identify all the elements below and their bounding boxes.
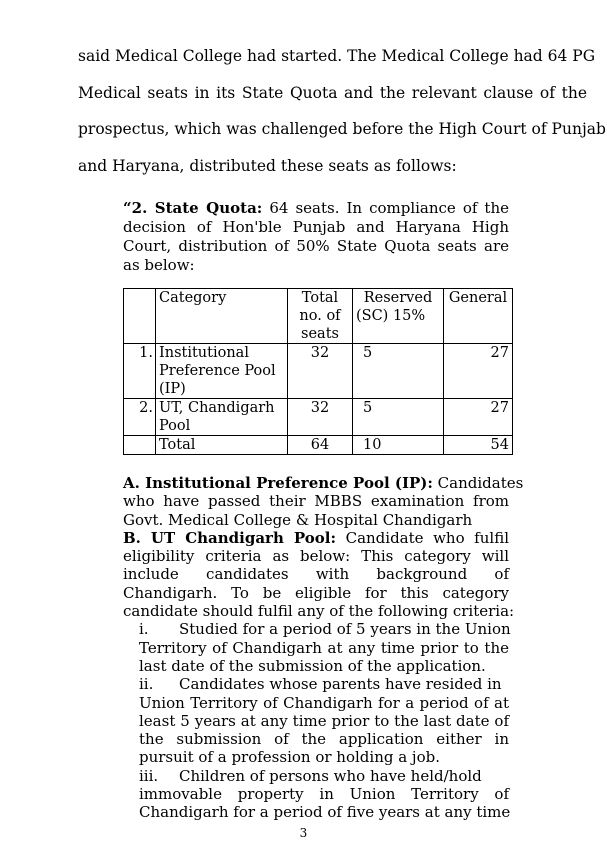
page-number: 3 [299,826,308,840]
header-total: Total no. of seats [288,289,353,344]
seat-distribution-table [123,288,513,455]
text-line: A. Institutional Preference Pool (IP): Candidates [123,474,524,492]
table-row [124,399,513,436]
text-line: decision of Hon'ble Punjab and Haryana High [123,218,509,236]
text-line: said Medical College had started. The Medical College had 64 PG [78,47,596,65]
text-line: immovable property in Union Territory of [139,785,509,804]
text-line: Court, distribution of 50% State Quota seats are [123,237,509,255]
header-category: Category [156,289,288,344]
row-reserved: 5 [353,344,444,399]
table-header-row [124,289,513,344]
text-line: Chandigarh for a period of five years at any time [139,803,511,822]
header-reserved: Reserved (SC) 15% [353,289,444,344]
text-line: prospectus, which was challenged before the High Court of Punjab [78,120,606,138]
text-line: as below: [123,256,195,274]
criteria-item: iii. Children of persons who have held/hold [139,766,482,785]
header-general: General [444,289,513,344]
ip-heading: A. Institutional Preference Pool (IP): [123,474,433,492]
criteria-item: ii. Candidates whose parents have resided in [139,675,502,694]
total-reserved: 10 [353,436,444,455]
text-line: Territory of Chandigarh at any time prior to the [139,638,509,657]
total-general: 54 [444,436,513,455]
row-number: 1. [124,344,156,399]
row-number: 2. [124,399,156,436]
text-line: B. UT Chandigarh Pool: Candidate who fulfil [123,528,509,547]
total-seats: 64 [288,436,353,455]
text-line: last date of the submission of the application. [139,656,486,675]
intro-paragraph [78,38,606,184]
row-total: 32 [288,344,353,399]
text-line: Medical seats in its State Quota and the relevant clause of the [78,83,587,102]
text-line: the submission of the application either in [139,730,509,749]
row-general: 27 [444,344,513,399]
row-category: Institutional Preference Pool (IP) [156,344,288,399]
total-label: Total [156,436,288,455]
criteria-marker: ii. [139,675,154,694]
state-quota-quote [123,199,509,275]
text-line: Govt. Medical College & Hospital Chandigarh [123,510,473,529]
table-total-row [124,436,513,455]
text-line: pursuit of a profession or holding a job. [139,748,440,767]
text-line: candidate should fulfil any of the following criteria: [123,602,515,621]
row-category: UT, Chandigarh Pool [156,399,288,436]
row-reserved: 5 [353,399,444,436]
criteria-marker: iii. [139,766,159,785]
text-line: Union Territory of Chandigarh for a period of at [139,693,509,712]
criteria-item: i. Studied for a period of 5 years in the Union [139,620,511,639]
ut-heading: B. UT Chandigarh Pool: [123,528,337,547]
text-line: and Haryana, distributed these seats as follows: [78,156,457,175]
text-line: “2. State Quota: 64 seats. In compliance of the [123,199,509,217]
text-line: include candidates with background of [123,565,509,584]
criteria-marker: i. [139,620,149,639]
text-line: least 5 years at any time prior to the last date of [139,711,509,730]
row-general: 27 [444,399,513,436]
text-line: who have passed their MBBS examination from [123,492,509,511]
text-line: eligibility criteria as below: This category will [123,547,509,566]
text-line: Chandigarh. To be eligible for this category [123,583,509,602]
row-total: 32 [288,399,353,436]
state-quota-heading: “2. State Quota: [123,199,263,217]
table-row [124,344,513,399]
eligibility-section [123,474,524,822]
